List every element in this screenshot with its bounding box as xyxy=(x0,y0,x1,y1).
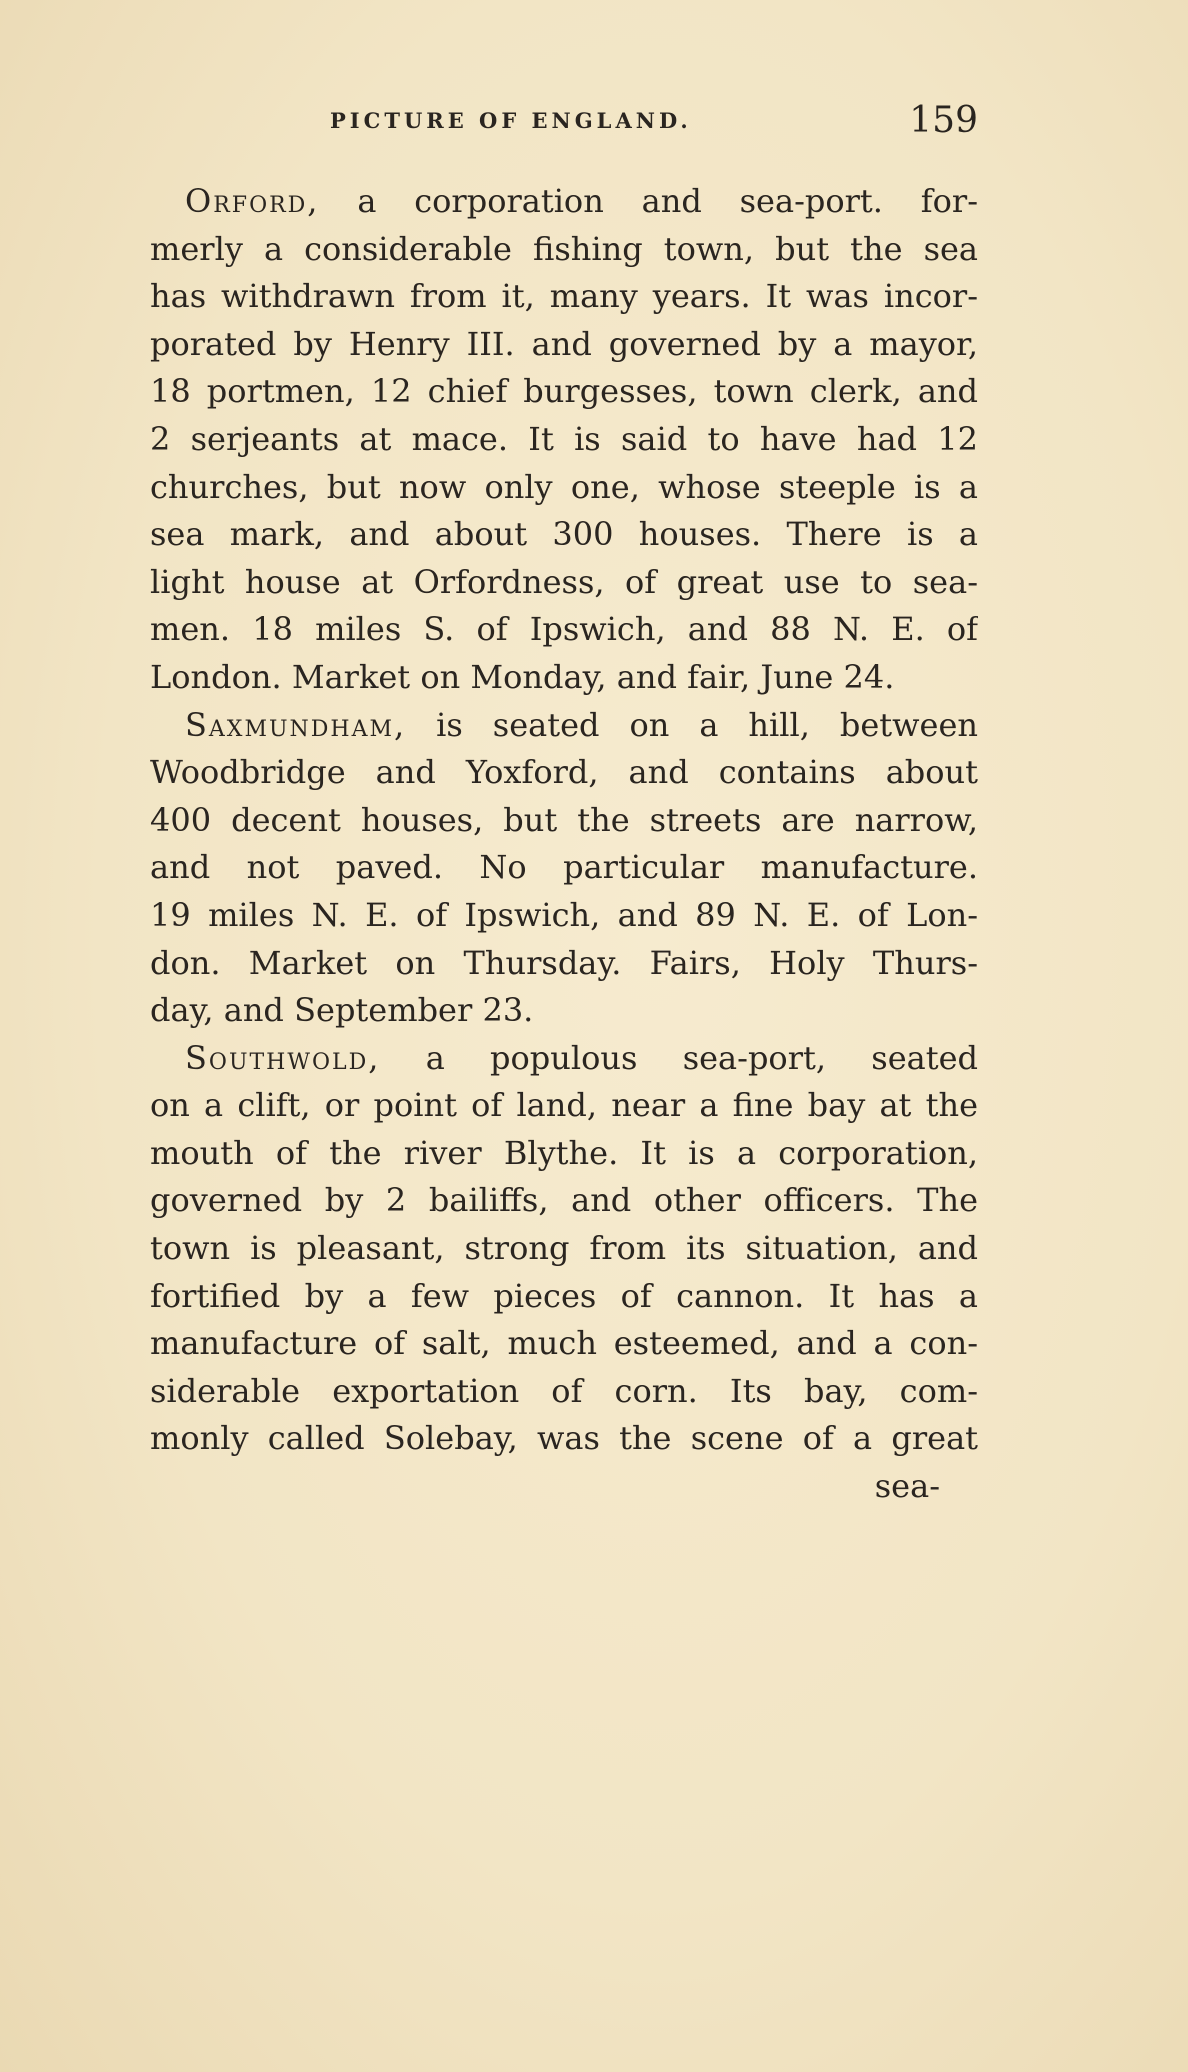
text-line: day, and September 23. xyxy=(150,991,534,1030)
text-line: men. 18 miles S. of Ipswich, and 88 N. E. of xyxy=(150,610,978,649)
text-line: light house at Orfordness, of great use to sea- xyxy=(150,562,978,601)
text-line: mouth of the river Blythe. It is a corporation, xyxy=(150,1133,978,1172)
text-line: town is pleasant, strong from its situation, and xyxy=(150,1229,978,1268)
text-line: 400 decent houses, but the streets are narrow, xyxy=(150,800,978,839)
text-line: on a clift, or point of land, near a fine bay at the xyxy=(150,1086,978,1125)
page-header xyxy=(150,100,978,150)
text-line: don. Market on Thursday. Fairs, Holy Thurs- xyxy=(150,943,978,982)
text-line: fortified by a few pieces of cannon. It has a xyxy=(150,1276,978,1315)
place-name-southwold: Southwold, xyxy=(185,1038,381,1077)
page-number: 159 xyxy=(909,100,978,141)
running-head: PICTURE OF ENGLAND. xyxy=(330,108,692,133)
text-line: governed by 2 bailiffs, and other officers. The xyxy=(150,1181,978,1220)
text-line: Saxmundham, is seated on a hill, between xyxy=(185,705,978,744)
catchword: sea- xyxy=(874,1467,940,1506)
text-line: manufacture of salt, much esteemed, and a con- xyxy=(150,1324,978,1363)
text-line: Orford, a corporation and sea-port. for- xyxy=(185,182,978,220)
text-line: 19 miles N. E. of Ipswich, and 89 N. E. of Lon- xyxy=(150,895,978,934)
text-line: Woodbridge and Yoxford, and contains about xyxy=(150,753,978,792)
text-line: London. Market on Monday, and fair, June 24. xyxy=(150,657,895,696)
text-line: Southwold, a populous sea-port, seated xyxy=(185,1038,978,1077)
text-line: 18 portmen, 12 chief burgesses, town clerk, and xyxy=(150,372,978,411)
text-line: porated by Henry III. and governed by a mayor, xyxy=(150,324,978,363)
text-line: 2 serjeants at mace. It is said to have had 12 xyxy=(150,419,978,458)
text-line: has withdrawn from it, many years. It was incor- xyxy=(150,277,978,316)
text-line: and not paved. No particular manufacture. xyxy=(150,848,978,887)
place-name-orford: Orford, xyxy=(185,182,320,220)
body-text xyxy=(150,178,978,1511)
text-line: siderable exportation of corn. Its bay, com- xyxy=(150,1371,978,1410)
text-line: monly called Solebay, was the scene of a great xyxy=(150,1419,978,1458)
place-name-saxmundham: Saxmundham, xyxy=(185,705,407,744)
text-line: sea mark, and about 300 houses. There is a xyxy=(150,515,978,554)
text-line: churches, but now only one, whose steeple is a xyxy=(150,467,978,506)
text-line: merly a considerable fishing town, but the sea xyxy=(150,229,978,268)
